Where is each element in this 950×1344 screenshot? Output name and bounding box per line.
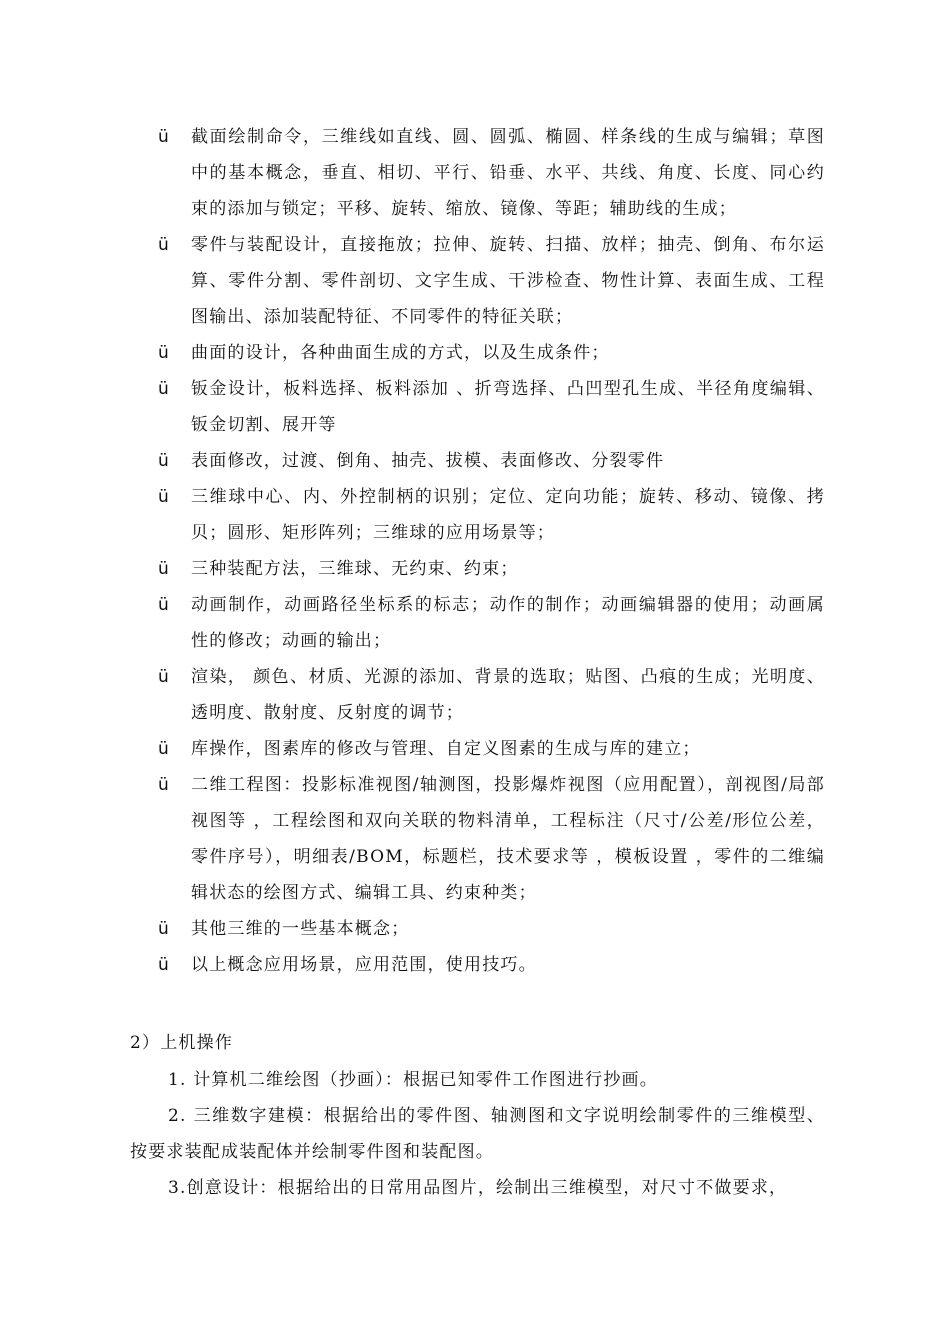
checkmark-bullet-icon: ü <box>158 451 170 471</box>
bullet-text: 其他三维的一些基本概念； <box>191 919 410 939</box>
bullet-text: 表面修改，过渡、倒角、抽壳、拔模、表面修改、分裂零件 <box>191 451 665 471</box>
bullet-item-library <box>155 731 825 767</box>
checkmark-bullet-icon: ü <box>158 487 170 507</box>
bullet-item-animation <box>155 587 825 659</box>
checkmark-bullet-icon: ü <box>158 559 170 579</box>
bullet-text: 以上概念应用场景，应用范围，使用技巧。 <box>191 955 537 975</box>
bullet-item-2d-drawing <box>155 767 825 911</box>
checkmark-bullet-icon: ü <box>158 739 170 759</box>
bullet-text: 二维工程图：投影标准视图/轴测图，投影爆炸视图（应用配置），剖视图/局部视图等 ，工程绘图和双向关联的物料清单，工程标注（尺寸/公差/形位公差，零件序号），明细表/BOM，标题栏，技术要求等 ，模板设置 ，零件的二维编辑状态的绘图方式、编辑工具、约束种类； <box>191 775 825 903</box>
checkmark-bullet-icon: ü <box>158 775 170 795</box>
bullet-item-sketch <box>155 119 825 227</box>
bullet-text: 库操作，图素库的修改与管理、自定义图素的生成与库的建立； <box>191 739 701 759</box>
bullet-item-sheet-metal <box>155 371 825 443</box>
checkmark-bullet-icon: ü <box>158 127 170 147</box>
bullet-item-other-concepts <box>155 911 825 947</box>
bullet-item-part-assembly <box>155 227 825 335</box>
bullet-item-surface-modify <box>155 443 825 479</box>
bullet-text: 三种装配方法，三维球、无约束、约束； <box>191 559 519 579</box>
bullet-text: 曲面的设计，各种曲面生成的方式，以及生成条件； <box>191 343 610 363</box>
knowledge-bullet-list <box>155 119 825 983</box>
bullet-item-applications <box>155 947 825 983</box>
checkmark-bullet-icon: ü <box>158 919 170 939</box>
bullet-text: 零件与装配设计，直接拖放；拉伸、旋转、扫描、放样；抽壳、倒角、布尔运算、零件分割、零件剖切、文字生成、干涉检查、物性计算、表面生成、工程图输出、添加装配特征、不同零件的特征关联； <box>191 235 825 327</box>
bullet-text: 截面绘制命令，三维线如直线、圆、圆弧、椭圆、样条线的生成与编辑；草图中的基本概念，垂直、相切、平行、铅垂、水平、共线、角度、长度、同心约束的添加与锁定；平移、旋转、缩放、镜像、等距；辅助线的生成； <box>191 127 825 219</box>
checkmark-bullet-icon: ü <box>158 667 170 687</box>
operation-item-1: 1. 计算机二维绘图（抄画）：根据已知零件工作图进行抄画。 <box>168 1070 658 1090</box>
bullet-item-3d-ball <box>155 479 825 551</box>
section-heading: 2）上机操作 <box>130 1033 234 1053</box>
bullet-text: 渲染， 颜色、材质、光源的添加、背景的选取；贴图、凸痕的生成；光明度、透明度、散射度、反射度的调节； <box>191 667 825 723</box>
bullet-text: 三维球中心、内、外控制柄的识别；定位、定向功能；旋转、移动、镜像、拷贝；圆形、矩形阵列；三维球的应用场景等； <box>191 487 825 543</box>
checkmark-bullet-icon: ü <box>158 955 170 975</box>
operation-item-3: 3.创意设计：根据给出的日常用品图片，绘制出三维模型，对尺寸不做要求， <box>168 1178 788 1198</box>
checkmark-bullet-icon: ü <box>158 235 170 255</box>
bullet-item-rendering <box>155 659 825 731</box>
operation-item-2: 2. 三维数字建模：根据给出的零件图、轴测图和文字说明绘制零件的三维模型、按要求装配成装配体并绘制零件图和装配图。 <box>130 1106 825 1162</box>
bullet-text: 动画制作，动画路径坐标系的标志；动作的制作；动画编辑器的使用；动画属性的修改；动画的输出； <box>191 595 825 651</box>
bullet-item-assembly-methods <box>155 551 825 587</box>
bullet-item-surface <box>155 335 825 371</box>
checkmark-bullet-icon: ü <box>158 595 170 615</box>
checkmark-bullet-icon: ü <box>158 343 170 363</box>
bullet-text: 钣金设计，板料选择、板料添加 、折弯选择、凸凹型孔生成、半径角度编辑、钣金切割、展开等 <box>191 379 825 435</box>
checkmark-bullet-icon: ü <box>158 379 170 399</box>
